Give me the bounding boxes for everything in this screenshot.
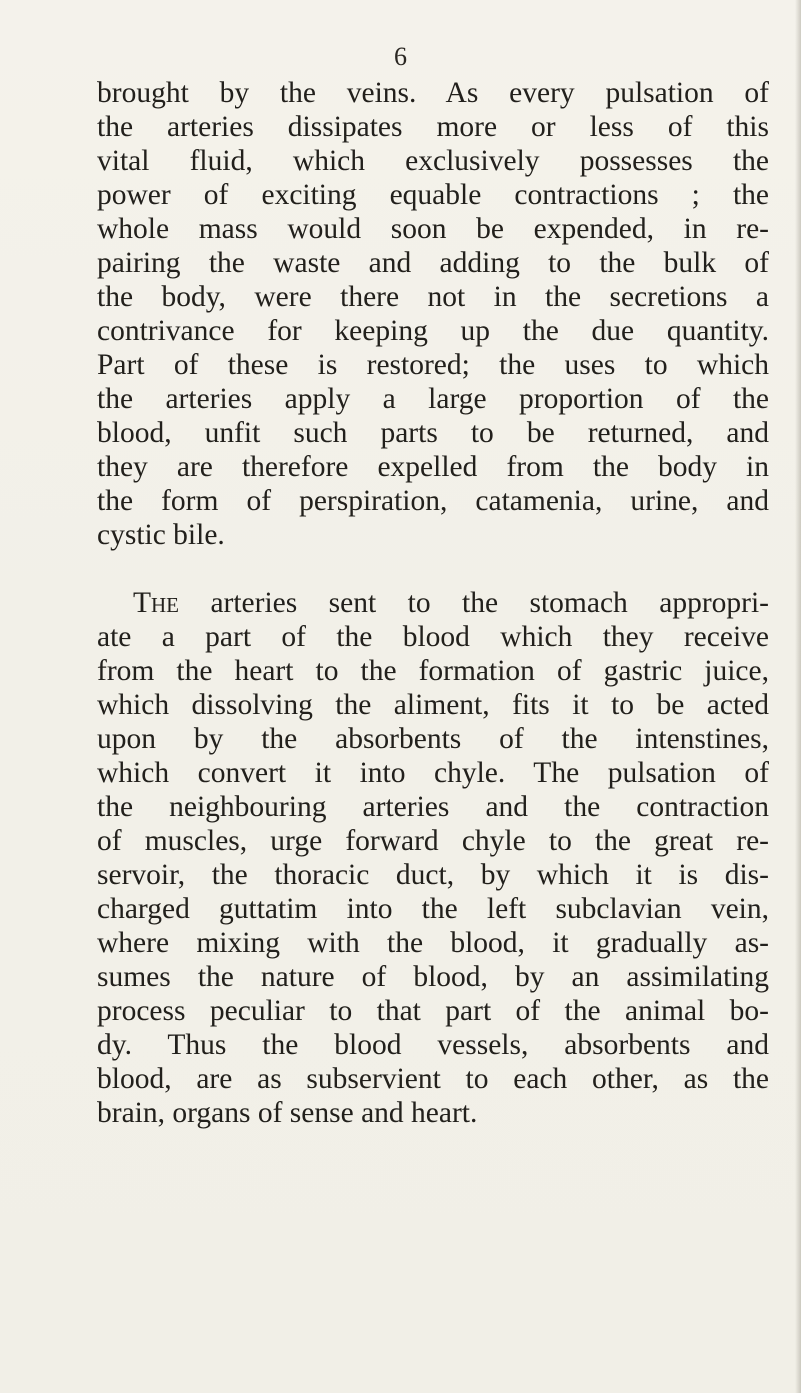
text-line: of muscles, urge forward chyle to the great re- (97, 825, 769, 857)
text-line: brain, organs of sense and heart. (97, 1097, 478, 1129)
text-line: vital fluid, which exclusively possesses the (97, 145, 769, 177)
text-line: where mixing with the blood, it gradually as- (97, 927, 769, 959)
paragraph-lead-word: The (133, 587, 180, 619)
page-edge-shadow (795, 0, 801, 1393)
text-line: whole mass would soon be expended, in re- (97, 213, 769, 245)
paragraph-spacer (97, 552, 769, 586)
text-line-rest: arteries sent to the stomach appropri- (179, 587, 769, 619)
text-line: blood, are as subservient to each other, as the (97, 1063, 769, 1095)
text-line: the neighbouring arteries and the contraction (97, 791, 769, 823)
text-line: sumes the nature of blood, by an assimilating (97, 961, 769, 993)
text-line: cystic bile. (97, 519, 225, 551)
text-line: the arteries dissipates more or less of this (97, 111, 769, 143)
text-line: contrivance for keeping up the due quantity. (97, 315, 769, 347)
text-line: Part of these is restored; the uses to which (97, 349, 769, 381)
text-line: upon by the absorbents of the intenstines, (97, 723, 769, 755)
text-line: from the heart to the formation of gastric juice, (97, 655, 769, 687)
text-line: charged guttatim into the left subclavian vein, (97, 893, 769, 925)
text-line: which convert it into chyle. The pulsation of (97, 757, 769, 789)
text-line: ate a part of the blood which they receive (97, 621, 769, 653)
body-text (97, 76, 769, 1130)
paragraph-2 (97, 586, 769, 1130)
text-line: process peculiar to that part of the animal bo- (97, 995, 769, 1027)
text-line: servoir, the thoracic duct, by which it is dis- (97, 859, 769, 891)
text-line: blood, unfit such parts to be returned, and (97, 417, 769, 449)
text-line: they are therefore expelled from the body in (97, 451, 769, 483)
text-line: the form of perspiration, catamenia, urine, and (97, 485, 769, 517)
text-line: the arteries apply a large proportion of the (97, 383, 769, 415)
text-line: pairing the waste and adding to the bulk of (97, 247, 769, 279)
paragraph-1 (97, 76, 769, 552)
text-line: power of exciting equable contractions ; the (97, 179, 769, 211)
page-number: 6 (394, 42, 407, 71)
text-line (97, 586, 769, 620)
text-line: the body, were there not in the secretions a (97, 281, 769, 313)
text-line: which dissolving the aliment, fits it to be acted (97, 689, 769, 721)
text-line: dy. Thus the blood vessels, absorbents and (97, 1029, 769, 1061)
text-line: brought by the veins. As every pulsation of (97, 77, 769, 109)
